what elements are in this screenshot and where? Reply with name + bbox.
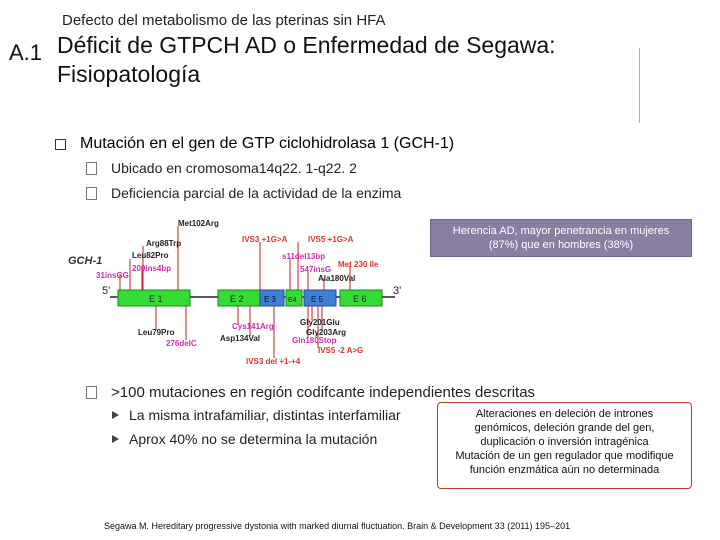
exon-2-label: E 2 <box>230 294 244 304</box>
slide-title <box>57 31 556 89</box>
inheritance-callout <box>430 219 692 257</box>
alterations-line-4: Mutación de un gen regulador que modifique <box>455 450 674 462</box>
checkbox-bullet-icon <box>86 162 97 175</box>
mut-31insgg: 31insGG <box>96 271 129 280</box>
five-prime-label: 5' <box>102 285 111 297</box>
exon-6-label: E 6 <box>353 294 367 304</box>
triangle-bullet-icon <box>112 411 119 419</box>
mut-gly201glu: Gly201Glu <box>300 318 340 327</box>
checkbox-bullet-icon <box>86 386 97 399</box>
gene-label: GCH-1 <box>68 255 103 267</box>
mut-547insg: 547insG <box>300 265 332 274</box>
bullet-sub-3-text: La misma intrafamiliar, distintas interfamiliar <box>129 407 401 423</box>
bullet-sub-1 <box>86 160 357 176</box>
mut-asp134val: Asp134Val <box>220 334 261 343</box>
slide-supertitle: Defecto del metabolismo de las pterinas sin HFA <box>62 12 386 29</box>
bullet-sub-4 <box>112 431 377 447</box>
inheritance-line-2: (87%) que en hombres (38%) <box>488 239 634 251</box>
bullet-main-2 <box>86 384 535 401</box>
mut-276delc: 276delC <box>166 339 197 348</box>
title-line-2: Fisiopatología <box>57 61 201 87</box>
bullet-sub-2-text: Deficiencia parcial de la actividad de la enzima <box>111 185 402 201</box>
title-line-1: Déficit de GTPCH AD o Enfermedad de Segawa: <box>57 32 556 58</box>
exon-4-label: E4 <box>288 297 297 304</box>
mut-leu79pro: Leu79Pro <box>138 328 175 337</box>
checkbox-bullet-icon <box>86 187 97 200</box>
mut-met230ile: Met 230 Ile <box>338 260 379 269</box>
mut-200ins4bp: 200ins4bp <box>132 264 172 273</box>
bullet-main-1 <box>55 135 454 153</box>
mut-met102arg: Met102Arg <box>178 219 219 228</box>
alterations-line-3: duplicación o inversión intragénica <box>480 436 649 448</box>
reference-citation: Segawa M. Hereditary progressive dystonia with marked diurnal fluctuation. Brain & Development 33 (2011) 195–201 <box>104 521 571 531</box>
square-bullet-icon <box>55 139 66 150</box>
triangle-bullet-icon <box>112 435 119 443</box>
alterations-line-2: genómicos, deleción grande del gen, <box>474 422 655 434</box>
section-number: A.1 <box>9 40 43 65</box>
mut-s11del13bp: s11del13bp <box>282 252 326 261</box>
inheritance-line-1: Herencia AD, mayor penetrancia en mujeres <box>452 225 670 237</box>
exon-5-label: E 5 <box>311 295 324 304</box>
three-prime-label: 3' <box>393 285 402 297</box>
alterations-line-5: función enzmática aún no determinada <box>469 464 660 476</box>
exon-3-label: E 3 <box>264 295 277 304</box>
bullet-sub-3 <box>112 407 401 423</box>
alterations-callout <box>437 402 692 489</box>
mut-gln180stop: Gln180Stop <box>292 336 337 345</box>
mut-ivs3-1: IVS3 +1G>A <box>242 235 288 244</box>
gch1-gene-diagram <box>60 212 440 372</box>
mut-ivs3-del: IVS3 del +1-+4 <box>246 357 301 366</box>
mut-ala180val: Ala180Val <box>318 274 356 283</box>
mut-ivs5-1: IVS5 +1G>A <box>308 235 354 244</box>
mut-arg88trp: Arg88Trp <box>146 239 182 248</box>
mut-leu82pro: Leu82Pro <box>132 251 169 260</box>
bullet-main-1-text: Mutación en el gen de GTP ciclohidrolasa 1 (GCH-1) <box>80 135 455 152</box>
exon-1-label: E 1 <box>149 294 163 304</box>
mut-cys141arg: Cys141Arg <box>232 322 274 331</box>
bullet-sub-1-text: Ubicado en cromosoma14q22. 1-q22. 2 <box>111 160 357 176</box>
bullet-main-2-text: >100 mutaciones en región codifcante independientes descritas <box>111 384 536 401</box>
bullet-sub-2 <box>86 185 401 201</box>
mut-gly203arg: Gly203Arg <box>306 328 347 337</box>
title-divider <box>639 48 640 123</box>
mut-ivs5-2: IVS5 -2 A>G <box>318 346 364 355</box>
alterations-line-1: Alteraciones en deleción de intrones <box>475 408 654 420</box>
bullet-sub-4-text: Aprox 40% no se determina la mutación <box>129 431 378 447</box>
